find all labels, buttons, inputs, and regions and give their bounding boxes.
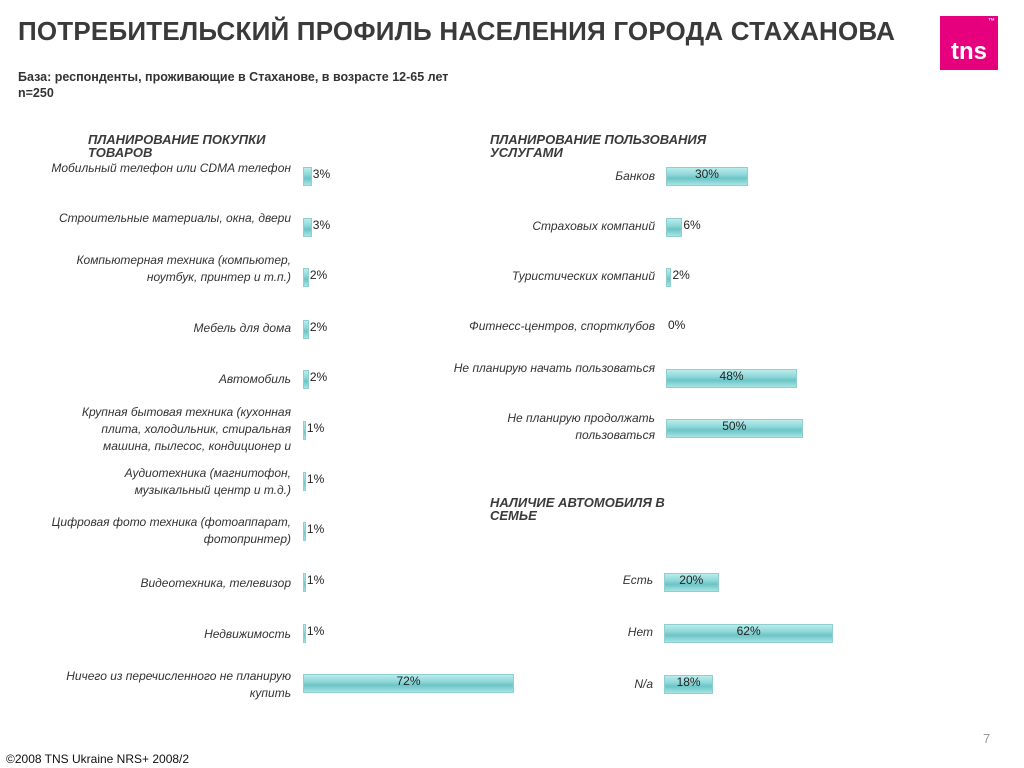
goods-value-label: 3% (312, 167, 331, 181)
goods-bar (303, 167, 312, 186)
goods-category-label: Крупная бытовая техника (кухонная плита, холодильник, стиральная машина, пылесос, кондиционер и (81, 405, 291, 453)
services-chart-title: ПЛАНИРОВАНИЕ ПОЛЬЗОВАНИЯ УСЛУГАМИ (490, 132, 707, 160)
slide-title: ПОТРЕБИТЕЛЬСКИЙ ПРОФИЛЬ НАСЕЛЕНИЯ ГОРОДА СТАХАНОВА (18, 16, 896, 46)
services-value-label: 30% (694, 167, 719, 181)
goods-bar (303, 573, 306, 592)
car-value-label: 18% (676, 675, 701, 689)
car-value-label: 62% (736, 624, 761, 638)
goods-category-label: Цифровая фото техника (фотоаппарат, фотопринтер) (51, 515, 291, 546)
services-category-label: Фитнесс-центров, спортклубов (469, 319, 655, 333)
car-category-label: Есть (622, 573, 653, 587)
services-value-label: 2% (672, 268, 690, 282)
logo-trademark: ™ (988, 18, 995, 25)
services-category-label: Туристических компаний (511, 269, 655, 283)
goods-value-label: 72% (396, 674, 421, 688)
services-value-label: 0% (668, 318, 686, 332)
goods-value-label: 1% (306, 421, 325, 435)
services-bar (666, 268, 671, 287)
goods-category-label: Автомобиль (218, 372, 291, 386)
services-value-label: 6% (683, 218, 701, 232)
goods-value-label: 1% (306, 472, 325, 486)
goods-category-label: Компьютерная техника (компьютер, ноутбук, принтер и т.п.) (76, 253, 291, 284)
services-category-label: Не планирую начать пользоваться (453, 361, 655, 375)
services-category-label: Не планирую продолжать пользоваться (507, 411, 655, 442)
footer-copyright: ©2008 TNS Ukraine NRS+ 2008/2 (6, 752, 190, 766)
services-value-label: 50% (722, 419, 747, 433)
car-category-label: N/a (634, 677, 653, 691)
page-number: 7 (983, 731, 991, 746)
base-line-2: n=250 (18, 86, 54, 100)
car-chart-title: НАЛИЧИЕ АВТОМОБИЛЯ В СЕМЬЕ (490, 495, 665, 523)
services-bar (666, 218, 682, 237)
goods-value-label: 2% (309, 370, 328, 384)
goods-bar (303, 370, 309, 389)
goods-category-label: Аудиотехника (магнитофон, музыкальный центр и т.д.) (124, 466, 291, 497)
goods-category-label: Строительные материалы, окна, двери (58, 211, 291, 225)
tns-logo (940, 16, 998, 70)
goods-category-label: Ничего из перечисленного не планирую купить (66, 669, 291, 700)
goods-value-label: 1% (306, 624, 325, 638)
goods-bar (303, 218, 312, 237)
goods-bar (303, 624, 306, 643)
goods-bar (303, 472, 306, 491)
goods-value-label: 1% (306, 522, 325, 536)
goods-category-label: Недвижимость (204, 627, 291, 641)
goods-value-label: 1% (306, 573, 325, 587)
services-value-label: 48% (719, 369, 744, 383)
base-line-1: База: респонденты, проживающие в Стаханове, в возрасте 12-65 лет (18, 70, 449, 84)
goods-category-label: Мебель для дома (193, 321, 291, 335)
goods-bar (303, 268, 309, 287)
goods-category-label: Мобильный телефон или CDMA телефон (51, 161, 291, 175)
goods-bar (303, 421, 306, 440)
goods-bar (303, 522, 306, 541)
base-description (18, 69, 448, 101)
car-category-label: Нет (627, 625, 653, 639)
services-category-label: Банков (615, 169, 655, 183)
car-value-label: 20% (679, 573, 704, 587)
goods-value-label: 3% (312, 218, 331, 232)
goods-chart-title: ПЛАНИРОВАНИЕ ПОКУПКИ ТОВАРОВ (88, 132, 266, 160)
logo-text: tns (951, 38, 987, 65)
goods-value-label: 2% (309, 320, 328, 334)
goods-value-label: 2% (309, 268, 328, 282)
goods-bar (303, 320, 309, 339)
goods-category-label: Видеотехника, телевизор (140, 576, 291, 590)
services-category-label: Страховых компаний (532, 219, 655, 233)
